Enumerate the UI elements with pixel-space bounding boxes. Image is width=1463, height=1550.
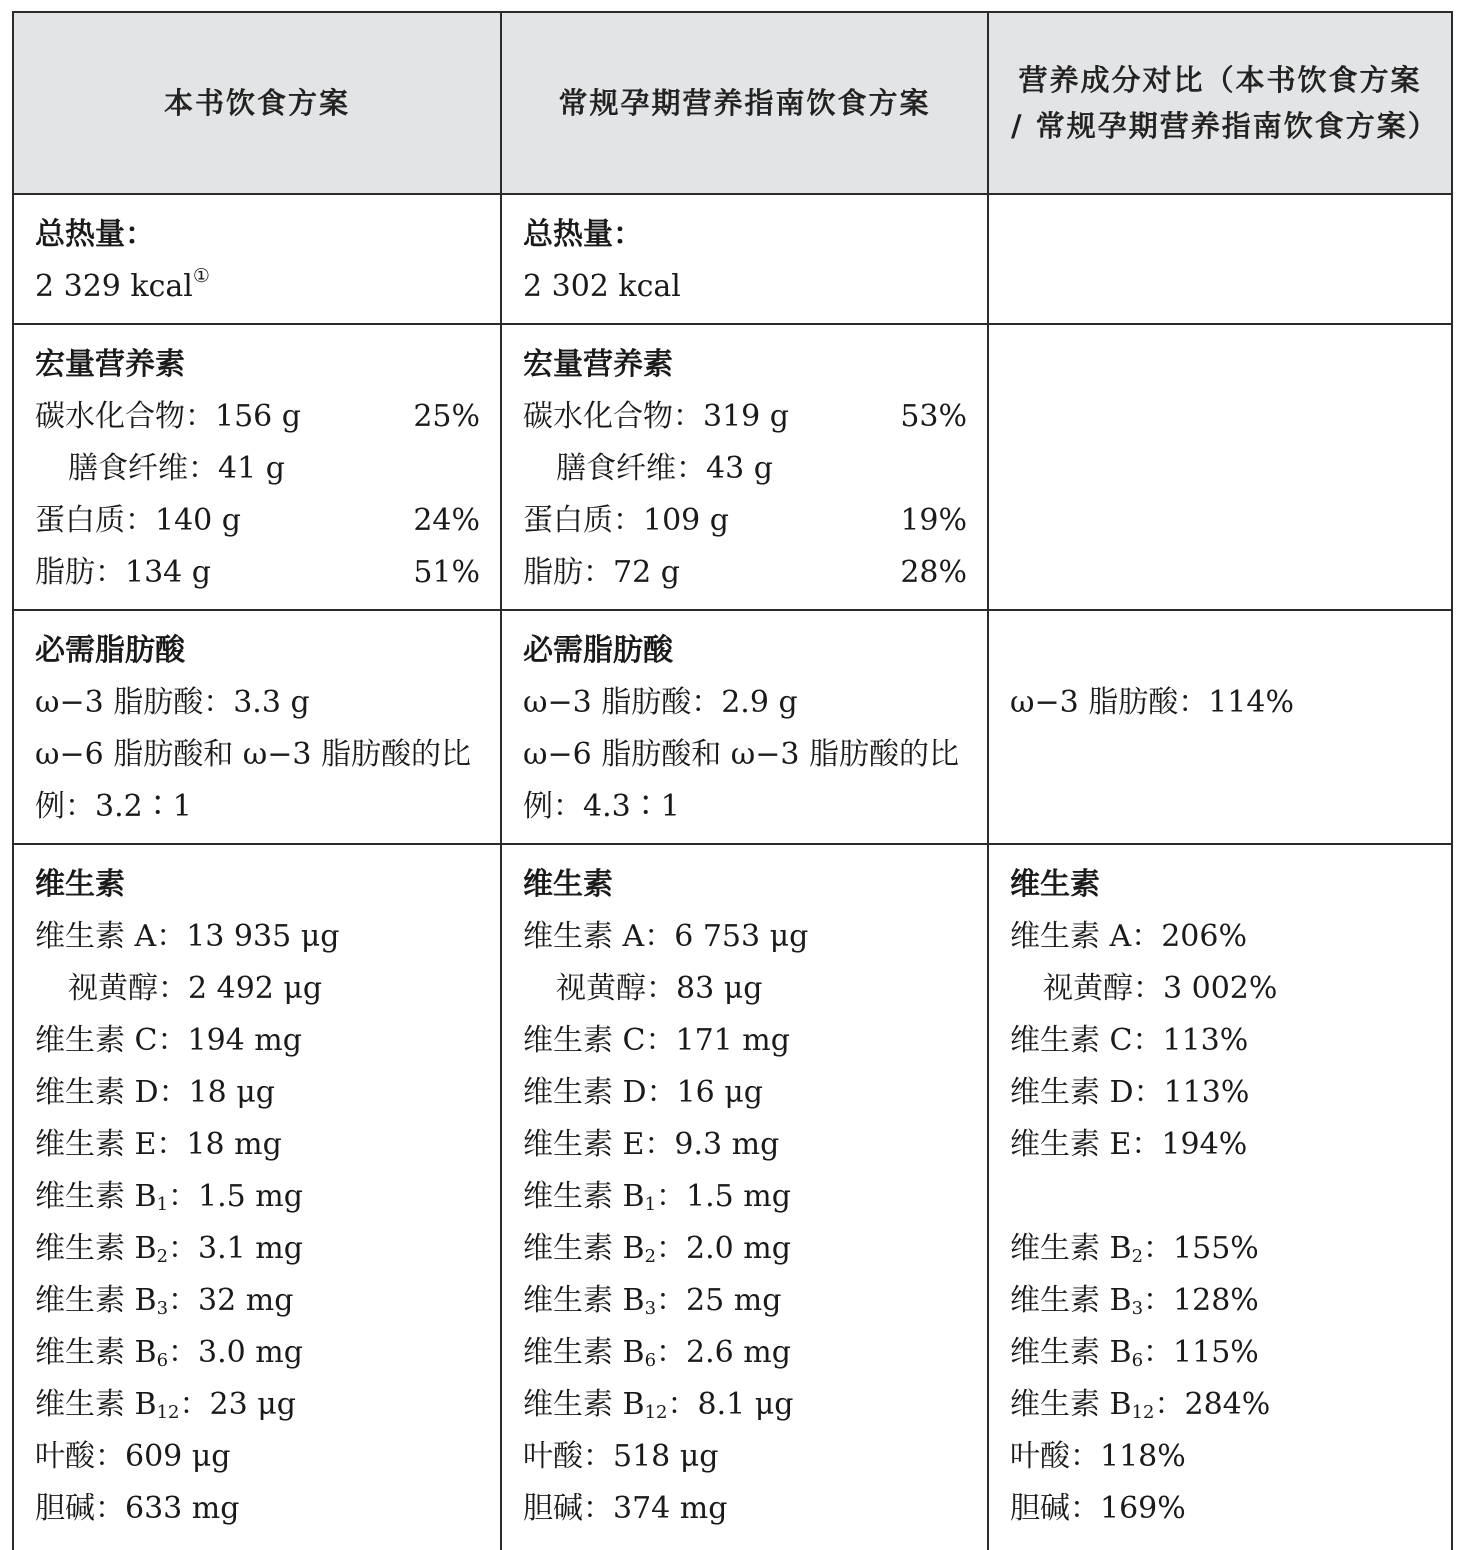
retinol-line: 视黄醇：83 μg xyxy=(556,971,763,1006)
section-title: 宏量营养素 xyxy=(35,347,185,382)
section-title: 必需脂肪酸 xyxy=(523,633,673,668)
folate-line: 叶酸：609 μg xyxy=(35,1439,231,1474)
vit-this-book xyxy=(13,844,501,1550)
vitamin-b6-line: 维生素 $B_6$：2.6 mg xyxy=(523,1335,791,1371)
calories-row xyxy=(13,194,1452,324)
vitamin-b2-line: 维生素 $B_2$：2.0 mg xyxy=(523,1231,791,1267)
carbohydrate-line: 碳水化合物：319 g 53% xyxy=(523,399,967,434)
fa-standard xyxy=(501,610,988,844)
header-this-book-plan: 本书饮食方案 xyxy=(13,12,501,194)
fiber-line: 膳食纤维：41 g xyxy=(68,451,285,486)
calories-this-book xyxy=(13,194,501,324)
vitamin-b3-line: 维生素 $B_3$：25 mg xyxy=(523,1283,782,1319)
vitamin-a-line: 维生素 A：6 753 μg xyxy=(523,919,809,954)
choline-line: 胆碱：633 mg xyxy=(35,1491,240,1526)
vitamin-d-line: 维生素 D：18 μg xyxy=(35,1075,275,1110)
fat-line: 脂肪：134 g 51% xyxy=(35,555,480,590)
header-row xyxy=(13,12,1452,194)
omega3-ratio-line: ω−3 脂肪酸：114% xyxy=(1010,685,1294,720)
omega3-line: ω−3 脂肪酸：2.9 g xyxy=(523,685,798,720)
vitamin-c-ratio-line: 维生素 C：113% xyxy=(1010,1023,1249,1058)
carbohydrate-line: 碳水化合物：156 g 25% xyxy=(35,399,480,434)
fatty-acids-row xyxy=(13,610,1452,844)
ratio-line: ω−6 脂肪酸和 ω−3 脂肪酸的比例：4.3∶1 xyxy=(523,737,959,824)
protein-line: 蛋白质：140 g 24% xyxy=(35,503,480,538)
vitamin-b3-line: 维生素 $B_3$：32 mg xyxy=(35,1283,294,1319)
vitamin-b2-line: 维生素 $B_2$：3.1 mg xyxy=(35,1231,303,1267)
retinol-ratio-line: 视黄醇：3 002% xyxy=(1043,971,1278,1006)
vitamin-e-ratio-line: 维生素 E：194% xyxy=(1010,1127,1248,1162)
section-title: 总热量： xyxy=(523,217,643,252)
nutrition-comparison-table xyxy=(12,11,1453,1550)
ratio-line: ω−6 脂肪酸和 ω−3 脂肪酸的比例：3.2∶1 xyxy=(35,737,471,824)
fiber-line: 膳食纤维：43 g xyxy=(556,451,773,486)
vitamin-c-line: 维生素 C：194 mg xyxy=(35,1023,302,1058)
vitamin-d-line: 维生素 D：16 μg xyxy=(523,1075,763,1110)
vitamin-b12-line: 维生素 $B_{12}$：8.1 μg xyxy=(523,1387,794,1423)
vit-standard xyxy=(501,844,988,1550)
header-standard-guide-plan: 常规孕期营养指南饮食方案 xyxy=(501,12,988,194)
calories-value: 2 302 kcal xyxy=(523,269,681,304)
calories-value: 2 329 kcal① xyxy=(35,265,210,304)
retinol-line: 视黄醇：2 492 μg xyxy=(68,971,323,1006)
choline-line: 胆碱：374 mg xyxy=(523,1491,728,1526)
folate-line: 叶酸：518 μg xyxy=(523,1439,719,1474)
folate-ratio-line: 叶酸：118% xyxy=(1010,1439,1186,1474)
vitamin-b1-line: 维生素 $B_1$：1.5 mg xyxy=(523,1179,791,1215)
choline-ratio-line: 胆碱：169% xyxy=(1010,1491,1186,1526)
fa-this-book xyxy=(13,610,501,844)
vitamins-row xyxy=(13,844,1452,1550)
macro-standard xyxy=(501,324,988,610)
vitamin-b1-line: 维生素 $B_1$：1.5 mg xyxy=(35,1179,303,1215)
vitamin-b2-ratio-line: 维生素 $B_2$：155% xyxy=(1010,1231,1259,1267)
header-comparison: 营养成分对比（本书饮食方案 / 常规孕期营养指南饮食方案） xyxy=(988,12,1452,194)
macronutrients-row xyxy=(13,324,1452,610)
vitamin-b12-line: 维生素 $B_{12}$：23 μg xyxy=(35,1387,296,1423)
macro-comparison xyxy=(988,324,1452,610)
fat-line: 脂肪：72 g 28% xyxy=(523,555,967,590)
vitamin-e-line: 维生素 E：9.3 mg xyxy=(523,1127,780,1162)
vitamin-e-line: 维生素 E：18 mg xyxy=(35,1127,282,1162)
vitamin-b12-ratio-line: 维生素 $B_{12}$：284% xyxy=(1010,1387,1271,1423)
fa-comparison xyxy=(988,610,1452,844)
omega3-line: ω−3 脂肪酸：3.3 g xyxy=(35,685,310,720)
calories-comparison xyxy=(988,194,1452,324)
vitamin-b1-ratio-empty xyxy=(1010,1171,1431,1223)
section-title: 维生素 xyxy=(523,867,613,902)
section-title: 维生素 xyxy=(35,867,125,902)
macro-this-book xyxy=(13,324,501,610)
calories-standard xyxy=(501,194,988,324)
vitamin-b3-ratio-line: 维生素 $B_3$：128% xyxy=(1010,1283,1259,1319)
vitamin-a-line: 维生素 A：13 935 μg xyxy=(35,919,340,954)
vitamin-d-ratio-line: 维生素 D：113% xyxy=(1010,1075,1250,1110)
vitamin-b6-ratio-line: 维生素 $B_6$：115% xyxy=(1010,1335,1259,1371)
protein-line: 蛋白质：109 g 19% xyxy=(523,503,967,538)
vitamin-b6-line: 维生素 $B_6$：3.0 mg xyxy=(35,1335,303,1371)
section-title: 宏量营养素 xyxy=(523,347,673,382)
vit-comparison xyxy=(988,844,1452,1550)
footnote-marker: ① xyxy=(192,265,210,287)
section-title: 维生素 xyxy=(1010,867,1100,902)
vitamin-a-ratio-line: 维生素 A：206% xyxy=(1010,919,1247,954)
section-title: 总热量： xyxy=(35,217,155,252)
vitamin-c-line: 维生素 C：171 mg xyxy=(523,1023,790,1058)
section-title: 必需脂肪酸 xyxy=(35,633,185,668)
